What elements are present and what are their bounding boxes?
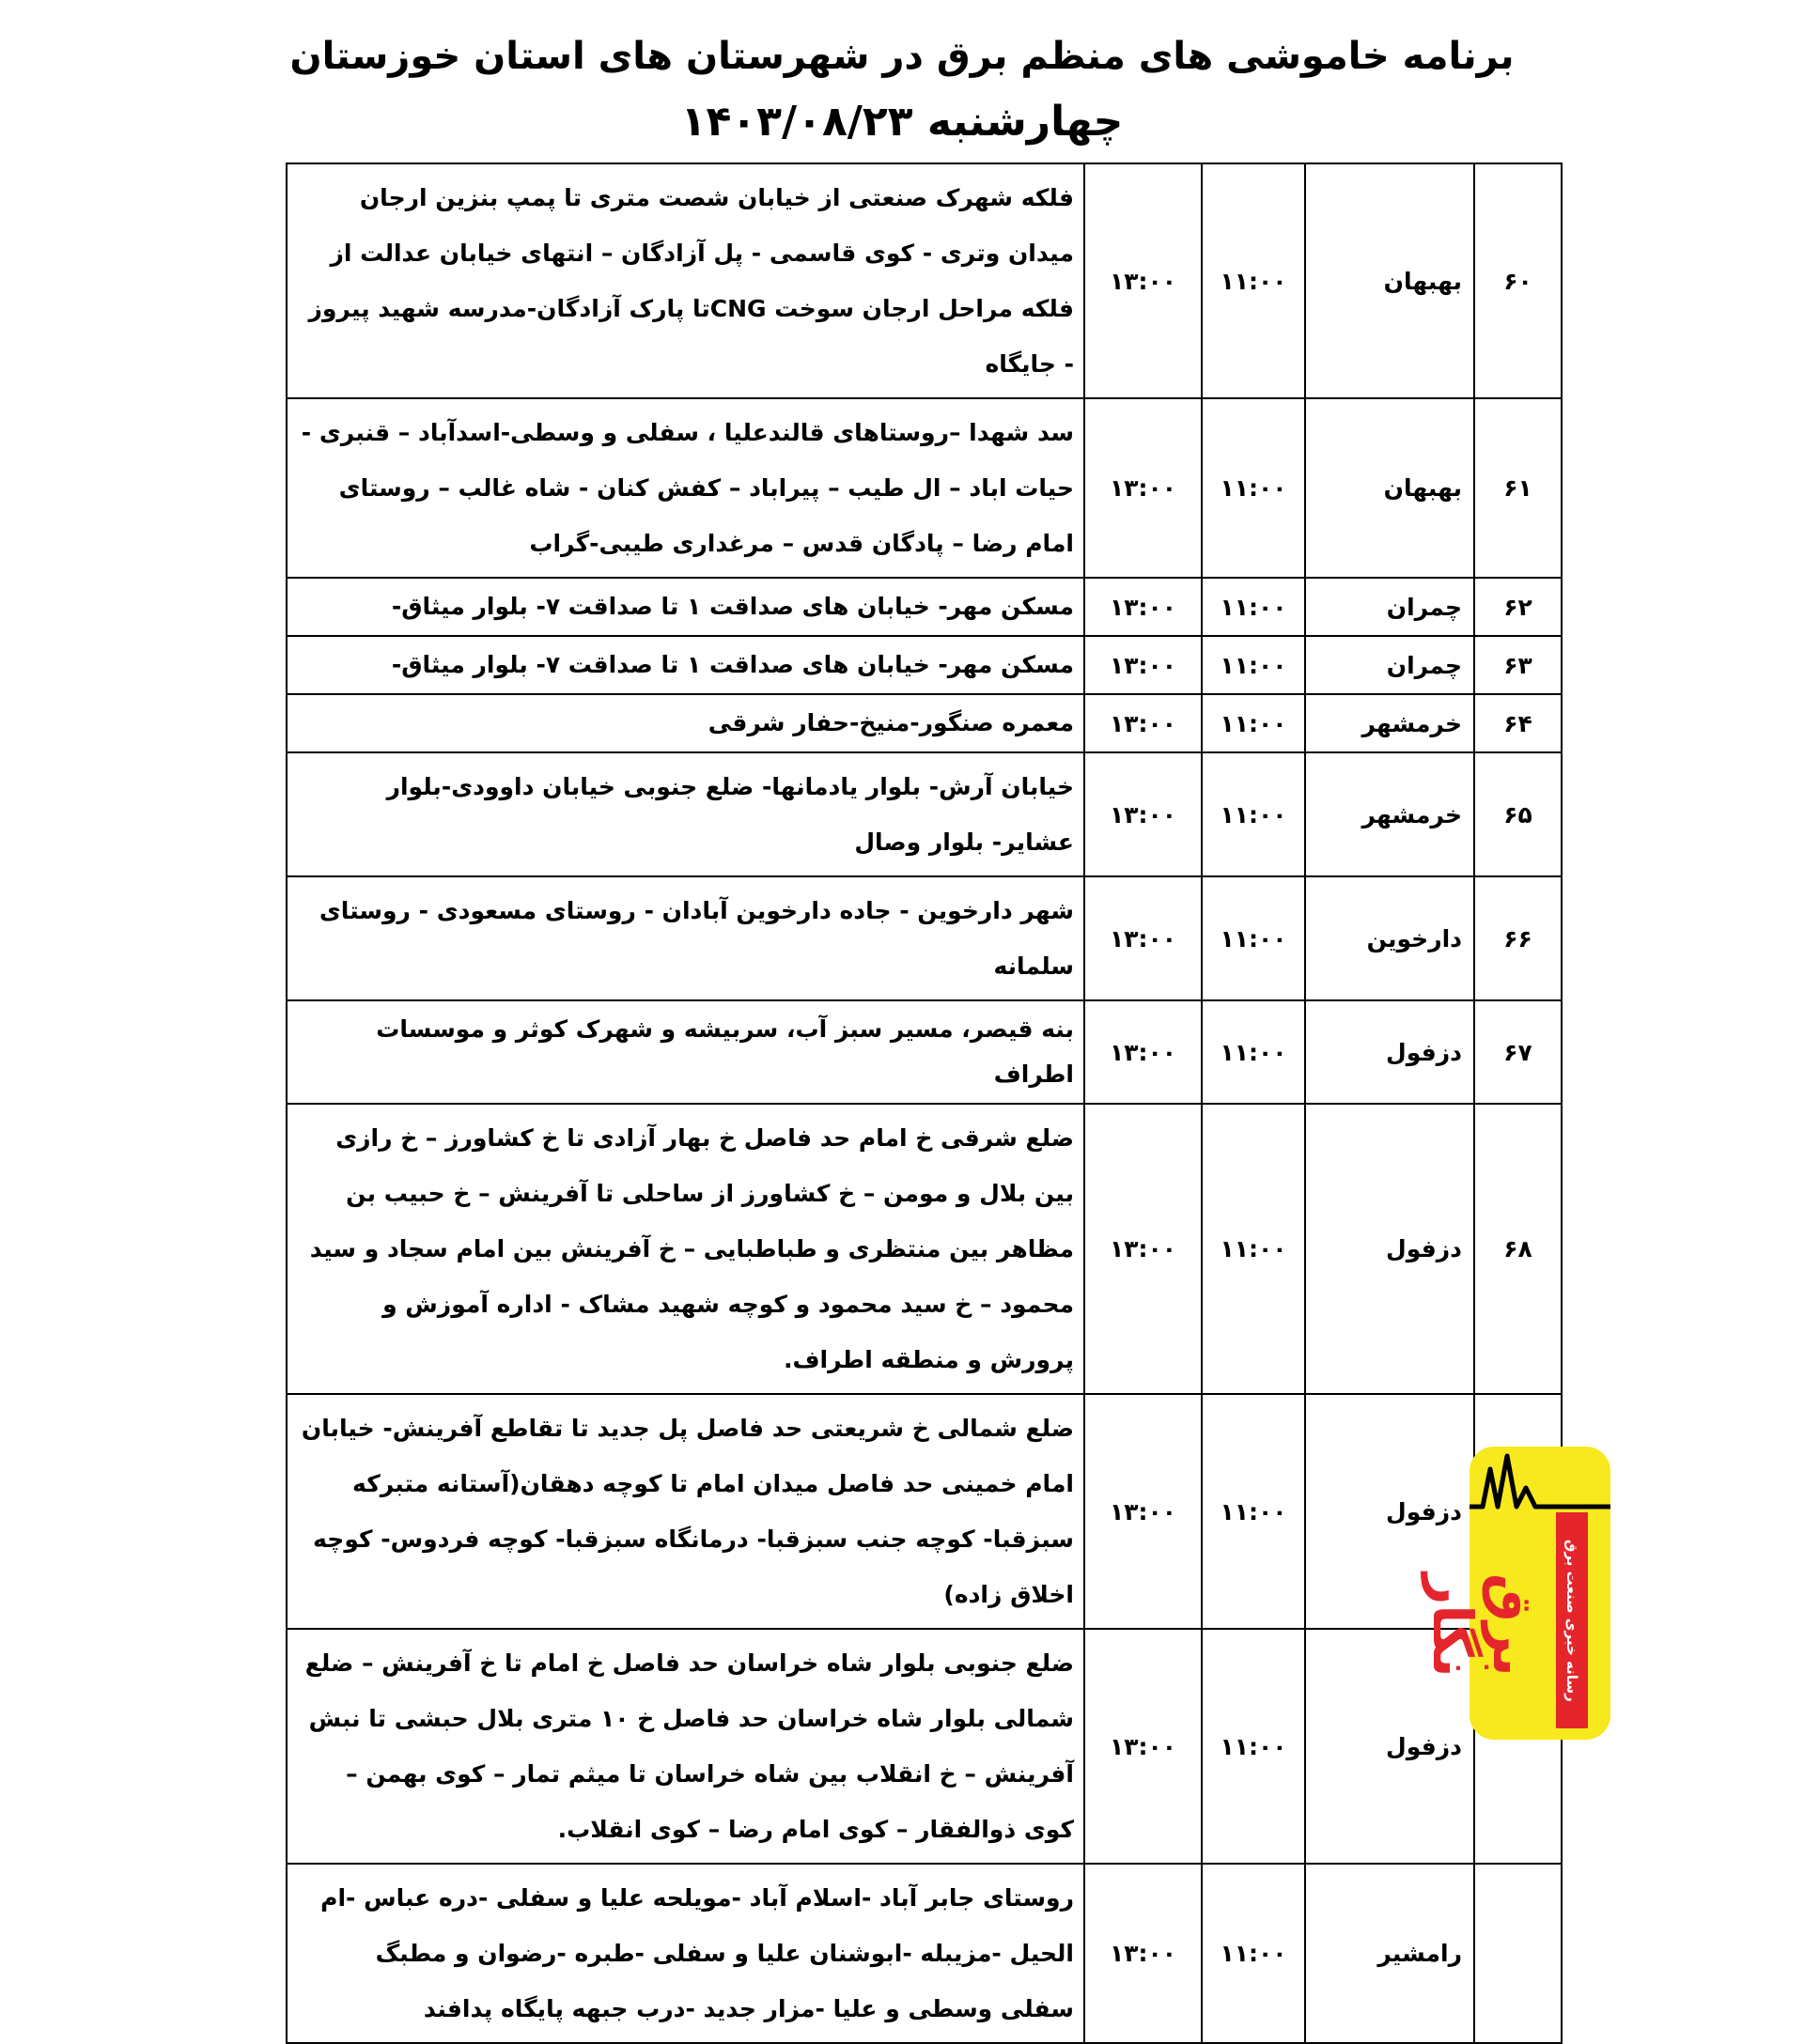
city-name: بهبهان — [1305, 163, 1474, 398]
outage-area: فلکه شهرک صنعتی از خیابان شصت متری تا پمپ بنزین ارجان میدان وتری - کوی قاسمی - پل آزادگان – انتهای خیابان عدالت از فلکه مراحل ارجان سوخت CNGتا پارک آزادگان-مدرسه شهید پیروز - جایگاه — [287, 163, 1084, 398]
table-row — [287, 1104, 1562, 1394]
end-time: ۱۳:۰۰ — [1084, 163, 1202, 398]
table-row — [287, 1000, 1562, 1104]
end-time: ۱۳:۰۰ — [1084, 1864, 1202, 2043]
outage-area: ضلع شمالی خ شریعتی حد فاصل پل جدید تا تقاطع آفرینش- خیابان امام خمینی حد فاصل میدان امام تا کوچه دهقان(آستانه متبرکه سبزقبا- کوچه جنب سبزقبا- درمانگاه سبزقبا- کوچه فردوس- کوچه اخلاق زاده) — [287, 1394, 1084, 1629]
start-time: ۱۱:۰۰ — [1202, 1629, 1305, 1864]
logo-wordmark: برق نگار — [1421, 1572, 1545, 1678]
table-row — [287, 1629, 1562, 1864]
city-name: چمران — [1305, 578, 1474, 636]
city-name: دزفول — [1305, 1104, 1474, 1394]
table-row — [287, 163, 1562, 398]
outage-area: بنه قیصر، مسیر سبز آب، سربیشه و شهرک کوثر و موسسات اطراف — [287, 1000, 1084, 1104]
end-time: ۱۳:۰۰ — [1084, 578, 1202, 636]
end-time: ۱۳:۰۰ — [1084, 752, 1202, 876]
logo-tagline: رسانه خبری صنعت برق — [1556, 1512, 1588, 1728]
start-time: ۱۱:۰۰ — [1202, 1394, 1305, 1629]
outage-schedule-table — [286, 163, 1563, 2044]
outage-area: سد شهدا –روستاهای قالندعلیا ، سفلی و وسطی-اسدآباد – قنبری - حیات اباد – ال طیب – پیراباد – کفش کنان - شاه غالب – روستای امام رضا – پادگان قدس – مرغداری طیبی-گراب — [287, 398, 1084, 578]
city-name: رامشیر — [1305, 1864, 1474, 2043]
row-number: ۶۰ — [1474, 163, 1562, 398]
row-number: ۶۵ — [1474, 752, 1562, 876]
end-time: ۱۳:۰۰ — [1084, 398, 1202, 578]
city-name: خرمشهر — [1305, 694, 1474, 752]
page-title: برنامه خاموشی های منظم برق در شهرستان های استان خوزستان — [289, 35, 1515, 78]
start-time: ۱۱:۰۰ — [1202, 636, 1305, 694]
table-row — [287, 398, 1562, 578]
table-row — [287, 636, 1562, 694]
row-number: ۶۸ — [1474, 1104, 1562, 1394]
start-time: ۱۱:۰۰ — [1202, 163, 1305, 398]
outage-area: ضلع شرقی خ امام حد فاصل خ بهار آزادی تا خ کشاورز – خ رازی بین بلال و مومن – خ کشاورز از ساحلی تا آفرینش – خ حبیب بن مظاهر بین منتظری و طباطبایی – خ آفرینش بین امام سجاد و سید محمود – خ سید محمود و کوچه شهید مشاک - اداره آموزش و پرورش و منطقه اطراف. — [287, 1104, 1084, 1394]
row-number: ۶۳ — [1474, 636, 1562, 694]
table-row — [287, 1864, 1562, 2043]
outage-area: خیابان آرش- بلوار یادمانها- ضلع جنوبی خیابان داوودی-بلوار عشایر- بلوار وصال — [287, 752, 1084, 876]
row-number: ۶۴ — [1474, 694, 1562, 752]
start-time: ۱۱:۰۰ — [1202, 578, 1305, 636]
row-number — [1474, 1864, 1562, 2043]
city-name: دارخوین — [1305, 876, 1474, 1000]
start-time: ۱۱:۰۰ — [1202, 1000, 1305, 1104]
page-date: چهارشنبه ۱۴۰۳/۰۸/۲۳ — [680, 98, 1124, 146]
row-number: ۶۲ — [1474, 578, 1562, 636]
row-number: ۶۱ — [1474, 398, 1562, 578]
city-name: دزفول — [1305, 1000, 1474, 1104]
end-time: ۱۳:۰۰ — [1084, 694, 1202, 752]
start-time: ۱۱:۰۰ — [1202, 694, 1305, 752]
end-time: ۱۳:۰۰ — [1084, 876, 1202, 1000]
city-name: چمران — [1305, 636, 1474, 694]
city-name: دزفول — [1305, 1629, 1474, 1864]
row-number: ۶۶ — [1474, 876, 1562, 1000]
end-time: ۱۳:۰۰ — [1084, 1629, 1202, 1864]
table-row — [287, 694, 1562, 752]
city-name: خرمشهر — [1305, 752, 1474, 876]
table-row — [287, 752, 1562, 876]
start-time: ۱۱:۰۰ — [1202, 1864, 1305, 2043]
table-row — [287, 1394, 1562, 1629]
end-time: ۱۳:۰۰ — [1084, 1104, 1202, 1394]
outage-area: روستای جابر آباد -اسلام آباد -مویلحه علیا و سفلی -دره عباس -ام الحیل -مزیبله -ابوشنان علیا و سفلی -طبره -رضوان و مطبگ سفلی وسطی و علیا -مزار جدید -درب جبهه پایگاه پدافند — [287, 1864, 1084, 2043]
outage-area: معمره صنگور-منیخ-حفار شرقی — [287, 694, 1084, 752]
start-time: ۱۱:۰۰ — [1202, 1104, 1305, 1394]
start-time: ۱۱:۰۰ — [1202, 752, 1305, 876]
start-time: ۱۱:۰۰ — [1202, 876, 1305, 1000]
table-row — [287, 578, 1562, 636]
end-time: ۱۳:۰۰ — [1084, 1000, 1202, 1104]
end-time: ۱۳:۰۰ — [1084, 1394, 1202, 1629]
outage-area: شهر دارخوین - جاده دارخوین آبادان - روستای مسعودی - روستای سلمانه — [287, 876, 1084, 1000]
city-name: بهبهان — [1305, 398, 1474, 578]
city-name: دزفول — [1305, 1394, 1474, 1629]
outage-area: مسکن مهر- خیابان های صداقت ۱ تا صداقت ۷- بلوار میثاق- — [287, 636, 1084, 694]
outage-area: ضلع جنوبی بلوار شاه خراسان حد فاصل خ امام تا خ آفرینش – ضلع شمالی بلوار شاه خراسان حد فاصل خ ۱۰ متری بلال حبشی تا نبش آفرینش – خ انقلاب بین شاه خراسان تا میثم تمار – کوی بهمن – کوی ذوالفقار – کوی امام رضا – کوی انقلاب. — [287, 1629, 1084, 1864]
table-row — [287, 876, 1562, 1000]
start-time: ۱۱:۰۰ — [1202, 398, 1305, 578]
row-number: ۶۷ — [1474, 1000, 1562, 1104]
outage-area: مسکن مهر- خیابان های صداقت ۱ تا صداقت ۷- بلوار میثاق- — [287, 578, 1084, 636]
end-time: ۱۳:۰۰ — [1084, 636, 1202, 694]
